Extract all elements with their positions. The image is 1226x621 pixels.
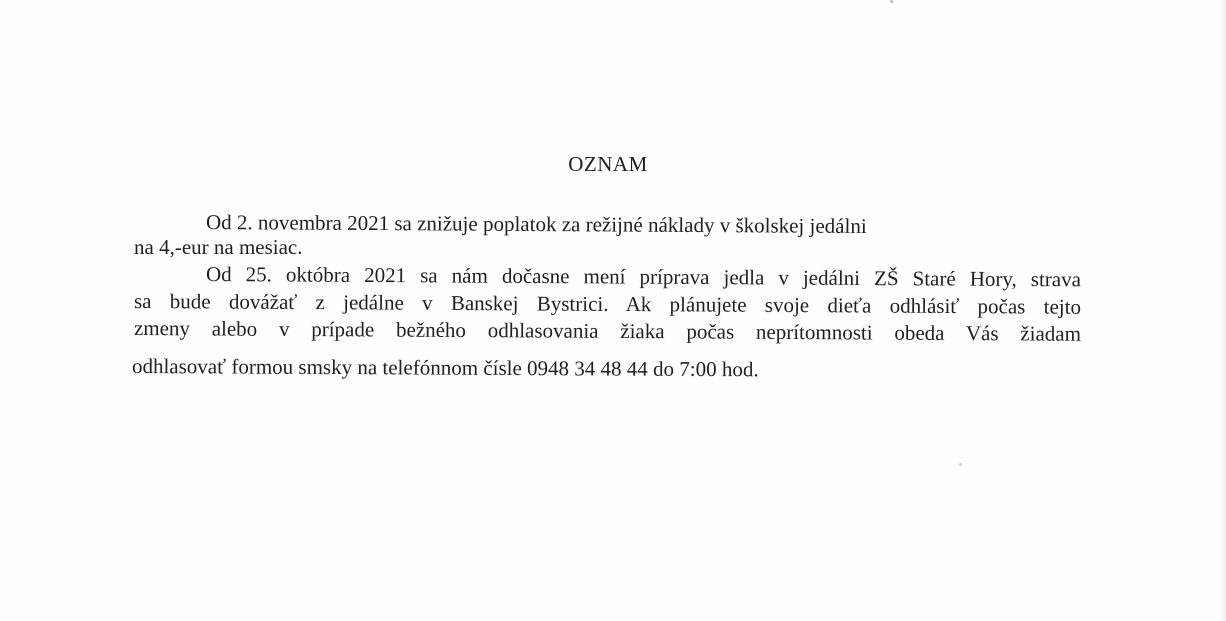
page-edge-shadow bbox=[1220, 0, 1226, 621]
paragraph-2-line-2: sa bude dovážať z jedálne v Banskej Bystrici. Ak plánujete svoje dieťa odhlásiť počas tejto bbox=[133, 289, 1082, 319]
paragraph-1-line-1: Od 2. novembra 2021 sa znižuje poplatok za režijné náklady v školskej jedálni bbox=[205, 210, 867, 239]
paragraph-2-line-4: odhlasovať formou smsky na telefónnom čísle 0948 34 48 44 do 7:00 hod. bbox=[131, 354, 759, 382]
scan-speck bbox=[890, 0, 893, 3]
scan-speck bbox=[959, 463, 962, 466]
paragraph-1-line-2: na 4,-eur na mesiac. bbox=[134, 235, 303, 259]
paragraph-2-line-1: Od 25. októbra 2021 sa nám dočasne mení príprava jedla v jedálni ZŠ Staré Hory, strava bbox=[205, 262, 1082, 292]
paragraph-2-line-3: zmeny alebo v prípade bežného odhlasovania žiaka počas neprítomnosti obeda Vás žiadam bbox=[133, 316, 1082, 346]
document-title: OZNAM bbox=[568, 152, 648, 176]
